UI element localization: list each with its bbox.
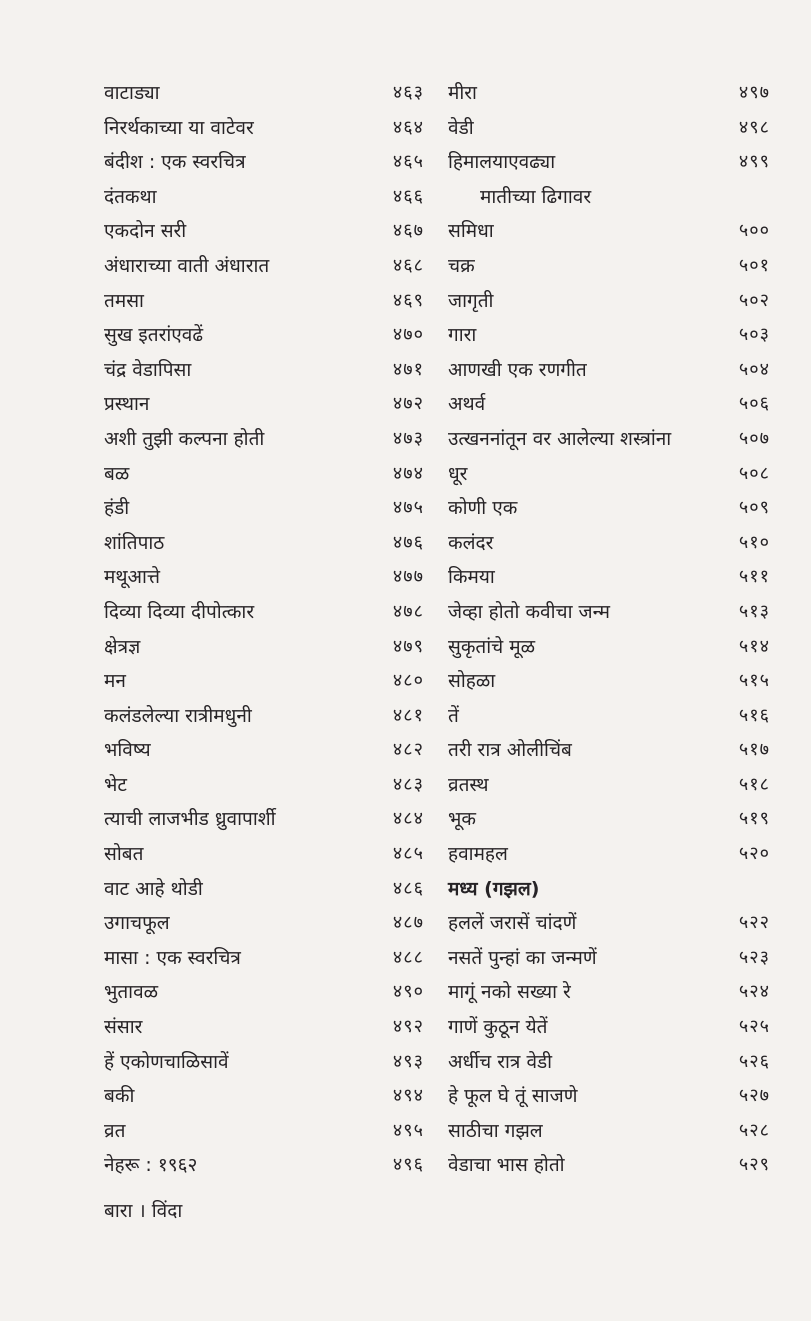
toc-entry	[448, 560, 770, 595]
toc-entry-title: भूक	[448, 808, 476, 831]
toc-entry-title: मागूं नको सख्या रे	[448, 981, 571, 1004]
toc-entry-title: हललें जरासें चांदणें	[448, 912, 577, 935]
toc-entry	[104, 1045, 424, 1080]
toc-entry	[448, 180, 770, 215]
toc-entry	[104, 1010, 424, 1045]
toc-entry-page-number: ४७१	[392, 358, 424, 380]
toc-entry	[448, 595, 770, 630]
toc-entry-page-number: ४८७	[392, 912, 424, 934]
toc-entry-page-number: ४९०	[392, 981, 424, 1003]
toc-entry-page-number: ५०९	[738, 497, 770, 519]
toc-entry-page-number: ५००	[738, 220, 770, 242]
toc-section-heading	[448, 872, 770, 907]
toc-entry-page-number: ४६३	[392, 82, 424, 103]
toc-left-column	[104, 76, 424, 1183]
toc-entry	[104, 975, 424, 1010]
toc-entry-page-number: ४८२	[392, 739, 424, 761]
toc-entry-page-number: ४९४	[392, 1085, 424, 1107]
toc-entry-title: सुकृतांचे मूळ	[448, 635, 536, 658]
toc-entry	[448, 387, 770, 422]
toc-entry-page-number: ५१५	[738, 670, 770, 692]
toc-entry-title: सुख इतरांएवढें	[104, 324, 204, 347]
toc-entry-title: वाटाड्या	[104, 82, 160, 104]
toc-entry-title: चक्र	[448, 254, 475, 277]
toc-entry-page-number: ४७०	[392, 324, 424, 346]
toc-entry-title: दिव्या दिव्या दीपोत्कार	[104, 600, 255, 623]
toc-entry	[448, 630, 770, 665]
toc-entry	[104, 906, 424, 941]
toc-entry-page-number: ४८०	[392, 670, 424, 692]
toc-entry-page-number: ४९२	[392, 1016, 424, 1038]
toc-entry-page-number: ५१०	[738, 531, 770, 553]
toc-entry-page-number: ४८५	[392, 843, 424, 865]
toc-entry-title: क्षेत्रज्ञ	[104, 635, 141, 658]
toc-entry-page-number: ५१६	[738, 704, 770, 726]
toc-entry-title: अथर्व	[448, 393, 486, 416]
toc-entry-page-number: ५२७	[738, 1085, 770, 1107]
toc-entry-page-number: ५२९	[738, 1154, 770, 1176]
toc-entry-title: मध्य (गझल)	[448, 877, 540, 900]
toc-entry-title: त्याची लाजभीड ध्रुवापार्शी	[104, 808, 276, 831]
toc-entry-title: वाट आहे थोडी	[104, 877, 203, 900]
toc-entry	[104, 837, 424, 872]
toc-entry-page-number: ४७३	[392, 427, 424, 449]
toc-entry-page-number: ५२०	[738, 843, 770, 865]
toc-entry-title: भेट	[104, 773, 127, 796]
toc-entry-title: संसार	[104, 1016, 143, 1039]
toc-entry-title: शांतिपाठ	[104, 531, 165, 554]
toc-entry-page-number: ४७८	[392, 600, 424, 622]
toc-entry	[104, 145, 424, 180]
toc-entry-title: अशी तुझी कल्पना होती	[104, 427, 265, 450]
toc-entry-page-number: ५११	[738, 566, 770, 588]
toc-entry-title: बकी	[104, 1085, 135, 1108]
toc-entry-title: हंडी	[104, 497, 130, 520]
toc-entry-page-number: ४७२	[392, 393, 424, 415]
toc-entry	[448, 214, 770, 249]
toc-entry	[448, 249, 770, 284]
toc-entry	[448, 1010, 770, 1045]
toc-entry-page-number: ४८१	[392, 704, 424, 726]
toc-entry-title: आणखी एक रणगीत	[448, 358, 587, 381]
toc-entry	[104, 422, 424, 457]
toc-entry-page-number: ४७४	[392, 462, 424, 484]
toc-entry-title: वेडी	[448, 116, 474, 139]
toc-entry	[104, 457, 424, 492]
toc-entry	[104, 1079, 424, 1114]
toc-entry-page-number: ४९३	[392, 1050, 424, 1072]
toc-entry-title: अर्धीच रात्र वेडी	[448, 1050, 553, 1073]
toc-entry-page-number: ४७६	[392, 531, 424, 553]
toc-entry-title: तरी रात्र ओलीचिंब	[448, 739, 572, 762]
toc-entry-title: हे फूल घे तूं साजणे	[448, 1085, 578, 1108]
toc-entry-title: व्रत	[104, 1119, 126, 1142]
toc-entry	[448, 1114, 770, 1149]
toc-entry	[104, 630, 424, 665]
toc-entry-title: जागृती	[448, 289, 494, 312]
toc-entry	[448, 76, 770, 111]
toc-entry-page-number: ५२३	[738, 946, 770, 968]
toc-entry-page-number: ४६७	[392, 220, 424, 242]
toc-entry	[448, 802, 770, 837]
toc-entry-title: निरर्थकाच्या या वाटेवर	[104, 116, 254, 139]
toc-entry	[104, 768, 424, 803]
toc-entry-title: भविष्य	[104, 739, 151, 762]
toc-entry	[104, 491, 424, 526]
toc-entry-title: मातीच्या ढिगावर	[480, 185, 592, 208]
toc-entry	[448, 733, 770, 768]
toc-entry	[104, 214, 424, 249]
toc-entry-title: धूर	[448, 462, 468, 485]
toc-entry-page-number: ५०७	[738, 427, 770, 449]
toc-entry-page-number: ४९८	[738, 116, 770, 138]
toc-entry-page-number: ५०२	[738, 289, 770, 311]
toc-entry-page-number: ४६५	[392, 151, 424, 173]
toc-entry	[104, 872, 424, 907]
toc-entry-page-number: ४७९	[392, 635, 424, 657]
toc-entry-title: चंद्र वेडापिसा	[104, 358, 192, 381]
toc-entry	[104, 111, 424, 146]
toc-entry-title: नेहरू : १९६२	[104, 1154, 198, 1177]
toc-entry-title: हिमालयाएवढ्या	[448, 151, 556, 174]
toc-entry	[104, 1114, 424, 1149]
toc-entry-page-number: ४९५	[392, 1119, 424, 1141]
toc-entry-title: बळ	[104, 462, 130, 485]
toc-entry-page-number: ५०४	[738, 358, 770, 380]
toc-entry-page-number: ५२६	[738, 1050, 770, 1072]
toc-entry	[104, 318, 424, 353]
toc-entry-page-number: ५०८	[738, 462, 770, 484]
toc-entry	[104, 249, 424, 284]
toc-entry	[104, 595, 424, 630]
toc-entry-title: भुतावळ	[104, 981, 159, 1004]
toc-entry	[448, 145, 770, 180]
toc-entry-title: कलंदर	[448, 531, 494, 554]
toc-entry-page-number: ४७५	[392, 497, 424, 519]
toc-entry	[448, 111, 770, 146]
toc-entry-title: दंतकथा	[104, 185, 157, 208]
toc-entry-title: साठीचा गझल	[448, 1119, 543, 1142]
toc-entry-page-number: ५२५	[738, 1016, 770, 1038]
toc-entry	[448, 975, 770, 1010]
toc-right-column	[448, 76, 770, 1183]
toc-entry	[448, 526, 770, 561]
toc-entry	[448, 457, 770, 492]
toc-entry	[104, 802, 424, 837]
toc-entry	[448, 422, 770, 457]
toc-entry-page-number: ४९९	[738, 151, 770, 173]
toc-entry	[104, 699, 424, 734]
toc-entry	[448, 1148, 770, 1183]
toc-entry-title: सोहळा	[448, 670, 496, 693]
toc-entry-title: गाणें कुठून येतें	[448, 1016, 548, 1039]
toc-entry	[104, 941, 424, 976]
toc-entry-page-number: ४७७	[392, 566, 424, 588]
toc-entry	[104, 1148, 424, 1183]
toc-entry	[448, 941, 770, 976]
toc-entry	[448, 353, 770, 388]
toc-entry-title: तमसा	[104, 289, 144, 312]
toc-entry-title: मथूआत्ते	[104, 566, 161, 589]
toc-entry	[104, 353, 424, 388]
toc-entry-title: समिधा	[448, 220, 494, 243]
toc-entry	[448, 768, 770, 803]
toc-entry	[448, 1045, 770, 1080]
toc-entry-page-number: ५२२	[738, 912, 770, 934]
toc-entry	[104, 76, 424, 111]
toc-entry-page-number: ४६९	[392, 289, 424, 311]
toc-entry-title: कलंडलेल्या रात्रीमधुनी	[104, 704, 252, 727]
toc-entry-page-number: ४८३	[392, 773, 424, 795]
toc-entry-page-number: ४९६	[392, 1154, 424, 1176]
toc-entry-title: उत्खननांतून वर आलेल्या शस्त्रांना	[448, 427, 672, 450]
toc-entry	[448, 1079, 770, 1114]
toc-entry-page-number: ५१४	[738, 635, 770, 657]
toc-entry-title: प्रस्थान	[104, 393, 150, 416]
toc-entry-title: कोणी एक	[448, 497, 518, 520]
toc-entry	[104, 733, 424, 768]
toc-entry-page-number: ४९७	[738, 82, 770, 103]
toc-entry-page-number: ४६४	[392, 116, 424, 138]
toc-entry-page-number: ४८८	[392, 946, 424, 968]
toc-entry-title: तें	[448, 704, 459, 727]
toc-entry-page-number: ५२४	[738, 981, 770, 1003]
toc-entry	[104, 387, 424, 422]
toc-entry-title: व्रतस्थ	[448, 773, 489, 796]
toc-entry-title: मन	[104, 670, 126, 693]
toc-entry-page-number: ५२८	[738, 1119, 770, 1141]
toc-entry	[448, 284, 770, 319]
toc-entry	[448, 837, 770, 872]
toc-entry-title: गारा	[448, 324, 477, 347]
toc-entry-page-number: ४६६	[392, 185, 424, 207]
toc-entry	[448, 318, 770, 353]
toc-entry-title: सोबत	[104, 843, 144, 866]
toc-entry-title: मासा : एक स्वरचित्र	[104, 946, 241, 969]
toc-entry-title: मीरा	[448, 82, 477, 104]
toc-entry-title: वेडाचा भास होतो	[448, 1154, 565, 1177]
toc-entry-page-number: ५१९	[738, 808, 770, 830]
toc-entry	[448, 664, 770, 699]
toc-entry-title: अंधाराच्या वाती अंधारात	[104, 254, 270, 277]
toc-entry-page-number: ५१८	[738, 773, 770, 795]
toc-entry	[448, 906, 770, 941]
toc-entry-page-number: ५०३	[738, 324, 770, 346]
toc-entry-page-number: ५०१	[738, 254, 770, 276]
toc-entry-page-number: ५१३	[738, 600, 770, 622]
toc-entry-title: हें एकोणचाळिसावें	[104, 1050, 229, 1073]
toc-entry	[104, 560, 424, 595]
toc-entry-title: जेव्हा होतो कवीचा जन्म	[448, 600, 611, 623]
toc-entry-page-number: ४६८	[392, 254, 424, 276]
page-footer: बारा । विंदा	[104, 1200, 183, 1222]
toc-entry-page-number: ४८६	[392, 877, 424, 899]
toc-entry	[448, 699, 770, 734]
toc-entry	[104, 526, 424, 561]
toc-entry-title: नसतें पुन्हां का जन्मणें	[448, 946, 597, 969]
toc-entry	[448, 491, 770, 526]
toc-entry-title: बंदीश : एक स्वरचित्र	[104, 151, 246, 174]
toc-entry-title: एकदोन सरी	[104, 220, 187, 243]
toc-entry	[104, 284, 424, 319]
toc-entry-page-number: ५०६	[738, 393, 770, 415]
toc-entry-page-number: ५१७	[738, 739, 770, 761]
toc-entry	[104, 180, 424, 215]
toc-entry-page-number: ४८४	[392, 808, 424, 830]
toc-entry-title: हवामहल	[448, 843, 508, 866]
toc-entry-title: उगाचफूल	[104, 912, 170, 935]
toc-entry-title: किमया	[448, 566, 495, 589]
toc-entry	[104, 664, 424, 699]
